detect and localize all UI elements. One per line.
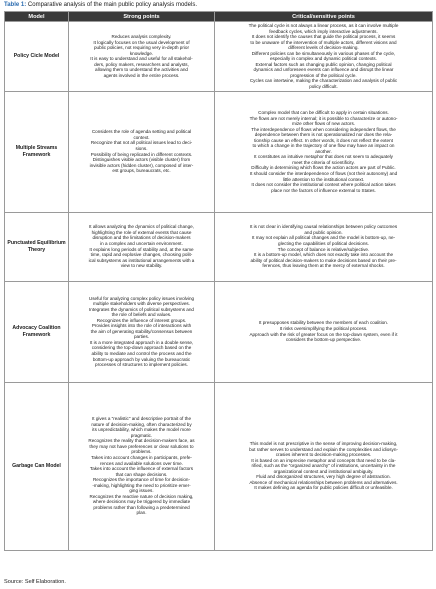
critical-point-line: place nor the factors of influence external to States.	[271, 187, 376, 193]
critical-point-line: crasies inherent to decision-making processes.	[275, 452, 372, 458]
strong-point-line: multiple stakeholders with diverse perspectives.	[92, 301, 191, 307]
critical-point-line: It may not explain all political changes and the model is bottom-up, ne-	[251, 235, 396, 241]
strong-point-line: processes of structures to implement policies.	[95, 362, 188, 368]
strong-point-line: It logically focuses on the usual development of	[93, 39, 190, 45]
strong-points-cell	[69, 212, 215, 281]
strong-point-line: Provides insights into the role of interactions with	[91, 323, 192, 329]
critical-point-line: considers the bottom-up perspective.	[285, 337, 362, 343]
strong-point-line: Recognizes the reality that decision-makers face, as	[88, 438, 195, 444]
strong-point-line: pragmatic.	[130, 432, 153, 438]
critical-points-cell	[215, 91, 433, 212]
strong-point-line: It allows analyzing the dynamics of political change,	[89, 224, 194, 230]
critical-point-line: to which a change in the trajectory of one flow may have an impact on	[252, 143, 395, 149]
model-name-cell: Garbage Can Model	[5, 382, 69, 550]
caption-label: Table 1:	[4, 2, 27, 8]
strong-point-line: that can shape decisions.	[115, 471, 168, 477]
strong-point-line: problems.	[131, 449, 152, 455]
strong-point-line: Recognizes the influence of interest groups.	[96, 317, 187, 323]
critical-point-line: It does not consider the institutional context where political action takes	[251, 182, 396, 188]
strong-point-line: plan.	[136, 510, 147, 516]
strong-point-line: ders, policy makers, researchers and analysts,	[94, 61, 189, 67]
critical-point-line: little attention to the institutional context.	[282, 176, 365, 182]
critical-points-cell	[215, 22, 433, 92]
strong-point-line: ging issues.	[129, 488, 154, 494]
critical-point-line: meet the criteria of scientificity.	[292, 159, 355, 165]
strong-point-line: -making, highlighting the need to prioritize emer-	[92, 482, 191, 488]
strong-point-line: ability to mediate and control the process and the	[91, 350, 192, 356]
critical-point-line: Difficulty in determining which flows the action actors are part of Public.	[251, 165, 396, 171]
strong-point-line: Possibility of being replicated in different contexts.	[90, 151, 193, 157]
strong-point-line: It explains long periods of stability and, at the same	[89, 246, 194, 252]
table-row	[5, 212, 433, 281]
strong-point-line: allowing them to understand the activities and	[95, 67, 188, 73]
strong-point-line: context.	[133, 134, 150, 140]
strong-point-line: It is easy to understand and useful for all stakehol-	[90, 56, 193, 62]
critical-points-cell	[215, 212, 433, 281]
strong-point-line: in a complex and uncertain environment.	[100, 241, 183, 247]
critical-point-line: Approach with the risk of greater focus on the top-down system, even if it	[249, 331, 398, 337]
strong-points-cell	[69, 91, 215, 212]
strong-point-line: invisible actors (hidden cluster), composed of inter-	[89, 162, 194, 168]
critical-point-line: It presupposes stability between the members of each coalition.	[258, 320, 389, 326]
critical-point-line: and public opinion.	[304, 229, 343, 235]
critical-point-line: This model is not prescriptive in the sense of improving decision-making,	[249, 441, 398, 447]
strong-point-line: It is a more integrated approach in a double sense,	[89, 339, 194, 345]
strong-point-line: view to new stability.	[120, 263, 163, 269]
header-critical-points: Critical/sensitive points	[215, 12, 433, 22]
strong-points-cell	[69, 281, 215, 382]
model-name-cell: Multiple Streams Framework	[5, 91, 69, 212]
comparison-table	[4, 11, 433, 551]
critical-point-line: External factors such as changing public opinion, changing political	[255, 61, 392, 67]
critical-point-line: dynamics and unforeseen events can influence and disrupt the linear	[253, 67, 394, 73]
critical-point-line: It constitutes an intuitive metaphor that does not seem to adequately	[254, 154, 393, 160]
critical-point-line: another.	[315, 148, 332, 154]
strong-point-line: highlighting the role of external events that cause	[91, 229, 192, 235]
critical-point-line: The flows are not merely internal; it is possible to characterize or autono-	[249, 115, 398, 121]
strong-point-line: considering the top-down approach based on the	[91, 345, 192, 351]
strong-point-line: Integrates the dynamics of political subsystems and	[89, 306, 194, 312]
strong-point-line: agents involved in the entire process.	[103, 72, 180, 78]
critical-point-line: progression of the political cycle.	[290, 72, 357, 78]
strong-point-line: Useful for analyzing complex policy issues involving	[88, 295, 195, 301]
critical-point-line: different levels of decision-making.	[288, 45, 359, 51]
critical-point-line: organizational context and institutional ambiguity.	[273, 468, 374, 474]
strong-point-line: Recognizes the importance of time for decision-	[92, 477, 191, 483]
source-note: Source: Self Elaboration.	[4, 579, 66, 585]
critical-points-cell	[215, 281, 433, 382]
critical-points-cell	[215, 382, 433, 550]
strong-point-line: they may not have preferences or clear solutions to	[89, 443, 194, 449]
critical-point-line: dependence between them is not operationalized nor does the rela-	[254, 132, 393, 138]
critical-point-line: rified, such as the "organized anarchy" of institutions, uncertainty in the	[251, 463, 396, 469]
critical-point-line: It is a bottom-up model, which does not exactly take into account the	[253, 252, 394, 258]
strong-point-line: Takes into account changes in participants, prefe-	[91, 454, 192, 460]
critical-point-line: ferences, thus leaving them at the mercy of external shocks.	[262, 263, 385, 269]
critical-point-line: It makes defining an agenda for public policies difficult or unfeasible.	[254, 485, 393, 491]
critical-point-line: feedback cycles, which imply interactive adjustments.	[269, 28, 378, 34]
table-row	[5, 281, 433, 382]
table-caption	[4, 2, 197, 9]
critical-point-line: The interdependence of flows when considering independent flows, the	[251, 126, 396, 132]
critical-point-line: but rather serves to understand and explain the complexities and idiosyn-	[249, 446, 398, 452]
strong-point-line: Takes into account the influence of external factors	[89, 466, 194, 472]
strong-point-line: Distinguishes visible actors (visible cluster) from	[92, 157, 191, 163]
strong-point-line: Reduces analysis complexity.	[111, 34, 172, 40]
strong-point-line: It gives a "realistic" and descriptive portrait of the	[91, 416, 191, 422]
critical-point-line: to be unaware of the intervention of multiple actors, different visions and	[250, 39, 397, 45]
critical-point-line: The political cycle is not always a linear process, as it can involve multiple	[248, 23, 399, 28]
critical-point-line: It risks oversimplifying the political process.	[279, 326, 368, 332]
critical-point-line: It is not clear in identifying causal relationships between policy outcomes	[249, 224, 398, 230]
caption-text: Comparative analysis of the main public policy analysis models.	[27, 2, 197, 8]
critical-point-line: Absence of mechanical relationships between problems and alternatives.	[249, 479, 398, 485]
strong-point-line: bottom-up approach by valuing the bureaucratic	[92, 356, 191, 362]
strong-points-cell	[69, 382, 215, 550]
critical-point-line: It is based on an imprecise metaphor and concepts that need to be cla-	[251, 457, 396, 463]
header-model: Model	[5, 12, 69, 22]
strong-points-cell	[69, 22, 215, 92]
model-name-cell: Punctuated Equilibrium Theory	[5, 212, 69, 281]
strong-point-line: knowledge.	[129, 50, 154, 56]
strong-point-line: Recognize that not all political issues lead to deci-	[90, 140, 193, 146]
model-name-cell: Policy Cicle Model	[5, 22, 69, 92]
strong-point-line: sions.	[135, 146, 148, 152]
strong-point-line: est groups, bureaucrats, etc.	[112, 168, 171, 174]
table-body	[5, 22, 433, 551]
critical-point-line: Different policies can be simultaneously in various phases of the cycle,	[251, 50, 396, 56]
strong-point-line: Recognizes the reactive nature of decision making,	[89, 493, 194, 499]
critical-point-line: It does not identify the causes that guide the political process, it seems	[251, 34, 396, 40]
strong-point-line: ical subsystems as institutional arrangements with a	[88, 257, 195, 263]
critical-point-line: It should consider the interdependence of flows (not their autonomy) and	[249, 170, 398, 176]
strong-point-line: the aim of generating stability/consensus between	[90, 328, 193, 334]
strong-point-line: parties.	[133, 334, 150, 340]
strong-point-line: Considers the role of agenda setting and political	[91, 129, 192, 135]
strong-point-line: public policies, not requiring very in-depth prior	[94, 45, 189, 51]
table-row	[5, 91, 433, 212]
header-row	[5, 12, 433, 22]
strong-point-line: time, rapid and explosive changes, choosing polit-	[90, 252, 193, 258]
strong-point-line: the role of beliefs and values.	[111, 312, 172, 318]
critical-point-line: glecting the capabilities of political decisions.	[278, 241, 369, 247]
critical-point-line: tionship cause an effect. In other words, it does not reflect the extent	[254, 137, 393, 143]
critical-point-line: Cycles can intertwine, making the characterization and analysis of public	[249, 78, 398, 84]
critical-point-line: policy difficult.	[309, 84, 338, 90]
strong-point-line: problems rather than following a predetermined	[93, 504, 190, 510]
header-strong-points: Strong points	[69, 12, 215, 22]
critical-point-line: ability of political decision-makers to make decisions based on their pre-	[250, 257, 397, 263]
critical-point-line: Fluid and disorganized structures, very high degree of abstraction.	[256, 474, 391, 480]
strong-point-line: its unpredictability, which makes the model more	[92, 427, 191, 433]
critical-point-line: Complex model that can be difficult to apply in certain situations.	[258, 109, 389, 115]
critical-point-line: The concept of balance is relative/subjective.	[277, 246, 370, 252]
strong-point-line: rences and available solutions over time.	[100, 460, 183, 466]
model-name-cell: Advocacy Coalition Framework	[5, 281, 69, 382]
strong-point-line: nature of decision-making, often characterized by	[91, 421, 192, 427]
critical-point-line: especially in complex and dynamic political contexts.	[270, 56, 377, 62]
critical-point-line: mize other flows of new actors.	[291, 121, 356, 127]
table-row	[5, 22, 433, 92]
strong-point-line: where decisions may be triggered by immediate	[92, 499, 191, 505]
strong-point-line: disruption and the limitations of decision-makers	[92, 235, 191, 241]
table-row	[5, 382, 433, 550]
